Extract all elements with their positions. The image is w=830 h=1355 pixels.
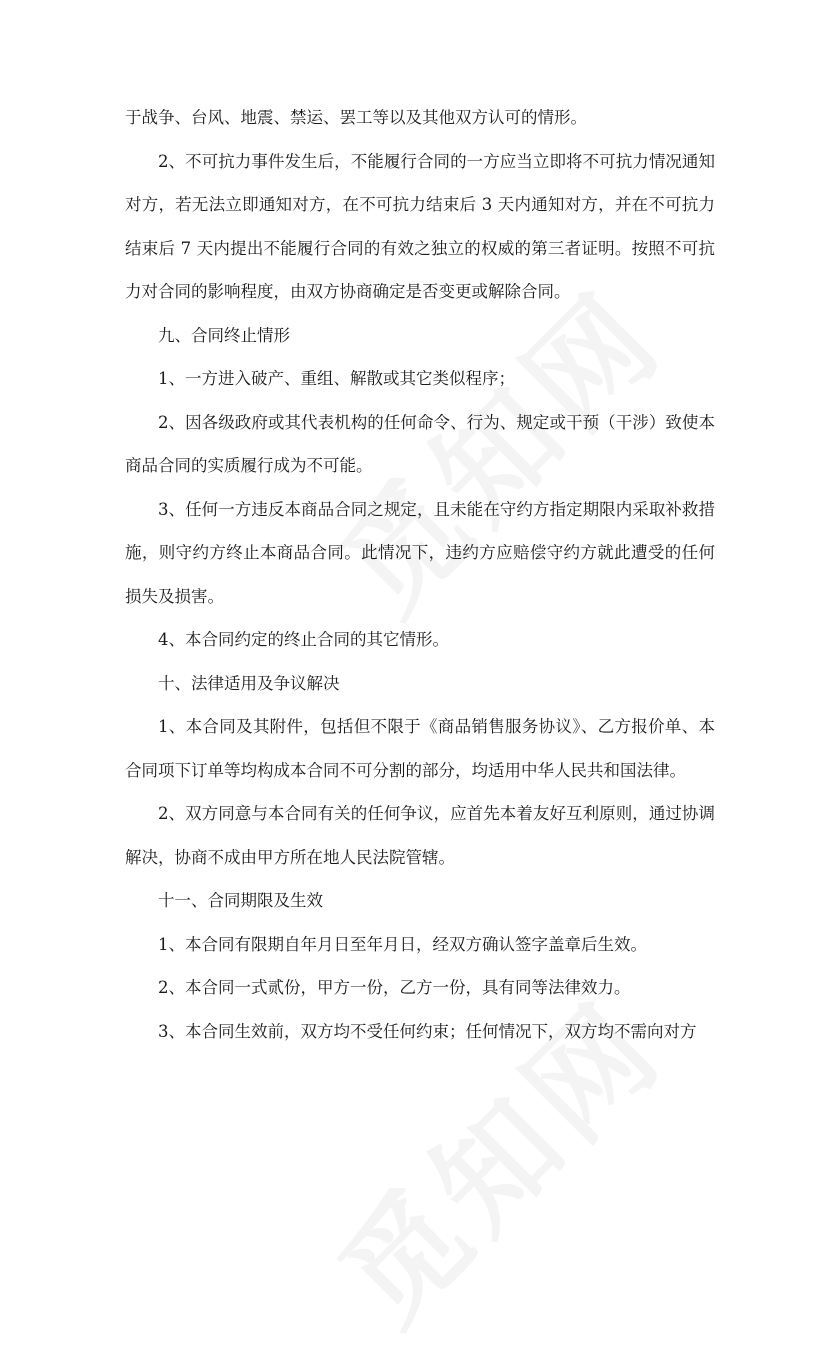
section-heading-term: 十一、合同期限及生效 [158, 891, 323, 910]
paragraph-termination-4: 4、本合同约定的终止合同的其它情形。 [158, 630, 449, 649]
paragraph-force-majeure-continued: 于战争、台风、地震、禁运、罢工等以及其他双方认可的情形。 [125, 108, 587, 127]
document-body [125, 96, 715, 1053]
section-heading-termination: 九、合同终止情形 [158, 325, 290, 345]
paragraph-term-2: 2、本合同一式贰份，甲方一份，乙方一份，具有同等法律效力。 [158, 978, 631, 997]
paragraph-force-majeure-notice: 2、不可抗力事件发生后，不能履行合同的一方应当立即将不可抗力情况通知对方，若无法立即通知对方，在不可抗力结束后 3 天内通知对方，并在不可抗力结束后 7 天内提出不能履行合同的有效之独立的权威的第三者证明。按照不可抗力对合同的影响程度，由双方协商确定是否变更或解除合同。 [125, 151, 715, 301]
paragraph-law-2: 2、双方同意与本合同有关的任何争议，应首先本着友好互利原则，通过协调解决，协商不成由甲方所在地人民法院管辖。 [125, 804, 715, 867]
paragraph-termination-1: 1、一方进入破产、重组、解散或其它类似程序； [158, 369, 515, 388]
paragraph-termination-3: 3、任何一方违反本商品合同之规定，且未能在守约方指定期限内采取补救措施，则守约方终止本商品合同。此情况下，违约方应赔偿守约方就此遭受的任何损失及损害。 [125, 499, 715, 606]
paragraph-termination-2: 2、因各级政府或其代表机构的任何命令、行为、规定或干预（干涉）致使本商品合同的实质履行成为不可能。 [125, 412, 715, 475]
paragraph-law-1: 1、本合同及其附件，包括但不限于《商品销售服务协议》、乙方报价单、本合同项下订单等均构成本合同不可分割的部分，均适用中华人民共和国法律。 [125, 717, 715, 780]
section-heading-law: 十、法律适用及争议解决 [158, 673, 340, 693]
paragraph-term-3: 3、本合同生效前，双方均不受任何约束；任何情况下，双方均不需向对方 [158, 1021, 697, 1041]
paragraph-term-1: 1、本合同有限期自年月日至年月日，经双方确认签字盖章后生效。 [158, 934, 647, 954]
